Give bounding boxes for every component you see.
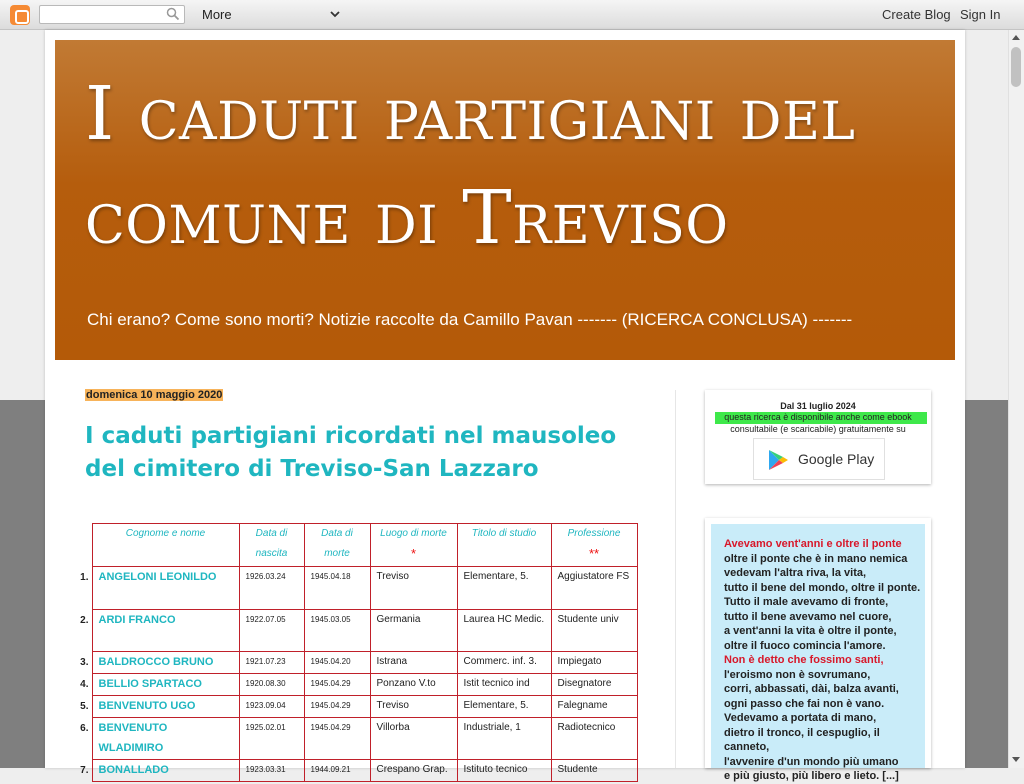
table-row [75,652,637,674]
partisan-name-link[interactable]: BENVENUTO UGO [92,696,239,718]
profession: Studente univ [551,610,637,652]
google-play-button[interactable] [753,438,885,480]
birth-date: 1923.09.04 [239,696,304,718]
study-title: Laurea HC Medic. [457,610,551,652]
death-place: Istrana [370,652,457,674]
death-date: 1945.04.29 [304,696,370,718]
partisan-name-link[interactable]: ANGELONI LEONILDO [92,567,239,610]
table-row [75,610,637,652]
row-number: 1. [80,571,89,583]
table-row [75,567,637,610]
row-number: 2. [80,614,89,626]
poem-text [724,537,924,784]
table-header-row [75,524,637,567]
table-row [75,696,637,718]
table-row [75,760,637,782]
partisan-name-link[interactable]: BENVENUTO WLADIMIRO [92,718,239,760]
blogger-navbar [0,0,1024,30]
blogger-logo-icon[interactable] [10,5,30,25]
poem-line: Vedevamo a portata di mano, [724,712,877,724]
poem-line: a vent'anni la vita è oltre il ponte, [724,625,897,637]
birth-date: 1922.07.05 [239,610,304,652]
row-number: 3. [80,656,89,668]
scroll-down-icon[interactable] [1012,757,1020,762]
poem-line: tutto il bene avevamo nel cuore, [724,610,892,623]
profession: Radiotecnico [551,718,637,760]
blog-description: Chi erano? Come sono morti? Notizie raccolte da Camillo Pavan ------- (RICERCA CONCLUSA) ------- [87,310,853,329]
death-date: 1945.03.05 [304,610,370,652]
search-icon[interactable] [166,7,180,21]
partisan-name-link[interactable]: BALDROCCO BRUNO [92,652,239,674]
poem-line: dietro il tronco, il cespuglio, il canneto, [724,726,880,753]
col-header-place: Luogo di morte * [370,524,457,567]
birth-date: 1921.07.23 [239,652,304,674]
partisans-table [75,523,638,782]
death-place: Crespano Grap. [370,760,457,782]
ebook-date: Dal 31 luglio 2024 [780,401,856,411]
table-row [75,674,637,696]
poem-line: vedevam l'altra riva, la vita, [724,567,867,579]
post-date: domenica 10 maggio 2020 [86,389,223,401]
scroll-up-icon[interactable] [1012,35,1020,40]
column-divider [675,390,676,768]
death-place: Treviso [370,567,457,610]
scrollbar[interactable] [1008,30,1024,768]
death-place: Germania [370,610,457,652]
death-date: 1944.09.21 [304,760,370,782]
poem-line: corri, abbassati, dài, balza avanti, [724,683,899,695]
poem-line: Tutto il male avevamo di fronte, [724,596,889,608]
profession: Falegname [551,696,637,718]
profession: Studente [551,760,637,782]
profession: Aggiustatore FS [551,567,637,610]
partisan-name-link[interactable]: BONALLADO [92,760,239,782]
study-title: Elementare, 5. [457,696,551,718]
death-date: 1945.04.20 [304,652,370,674]
poem-line: tutto il bene del mondo, oltre il ponte. [724,581,921,594]
death-date: 1945.04.29 [304,674,370,696]
poem-line: oltre il fuoco comincia l'amore. [724,639,886,652]
poem-line: l'avvenire d'un mondo più umano [724,755,899,768]
death-date: 1945.04.18 [304,567,370,610]
birth-date: 1925.02.01 [239,718,304,760]
scrollbar-thumb[interactable] [1011,47,1021,87]
poem-line: Non è detto che fossimo santi, [724,654,884,666]
google-play-icon [766,448,790,472]
col-header-name: Cognome e nome [92,524,239,567]
study-title: Istituto tecnico [457,760,551,782]
study-title: Elementare, 5. [457,567,551,610]
death-place: Ponzano V.to [370,674,457,696]
ebook-note: questa ricerca è disponibile anche come ebook [724,412,912,422]
row-number: 6. [80,722,89,734]
birth-date: 1923.03.31 [239,760,304,782]
poem-line: oltre il ponte che è in mano nemica [724,552,908,565]
col-header-death: Data di morte [304,524,370,567]
study-title: Commerc. inf. 3. [457,652,551,674]
profession: Impiegato [551,652,637,674]
poem-line: ogni passo che fai non è vano. [724,697,885,710]
chevron-down-icon[interactable] [329,9,341,19]
google-play-label: Google Play [798,451,875,467]
study-title: Industriale, 1 [457,718,551,760]
blog-title[interactable]: I caduti partigiani del comune di Treviso [85,71,856,261]
row-number: 4. [80,678,89,690]
col-header-study: Titolo di studio [457,524,551,567]
birth-date: 1920.08.30 [239,674,304,696]
poem-line: e più giusto, più libero e lieto. [...] [724,770,899,782]
profession: Disegnatore [551,674,637,696]
birth-date: 1926.03.24 [239,567,304,610]
sign-in-link[interactable]: Sign In [960,7,1001,22]
death-place: Villorba [370,718,457,760]
row-number: 7. [80,764,89,776]
partisan-name-link[interactable]: BELLIO SPARTACO [92,674,239,696]
death-place: Treviso [370,696,457,718]
row-number: 5. [80,700,89,712]
poem-line: l'eroismo non è sovrumano, [724,668,871,681]
create-blog-link[interactable]: Create Blog [882,7,951,22]
col-header-birth: Data di nascita [239,524,304,567]
death-date: 1945.04.29 [304,718,370,760]
more-menu[interactable]: More [202,7,232,22]
search-input[interactable] [39,5,185,24]
poem-line: Avevamo vent'anni e oltre il ponte [724,538,902,550]
col-header-job: Professione ** [551,524,637,567]
ebook-consult: consultabile (e scaricabile) gratuitamente su [730,424,906,434]
study-title: Istit tecnico ind [457,674,551,696]
partisan-name-link[interactable]: ARDI FRANCO [92,610,239,652]
table-row [75,718,637,760]
post-title[interactable]: I caduti partigiani ricordati nel mausoleo del cimitero di Treviso-San Lazzaro [85,423,617,482]
